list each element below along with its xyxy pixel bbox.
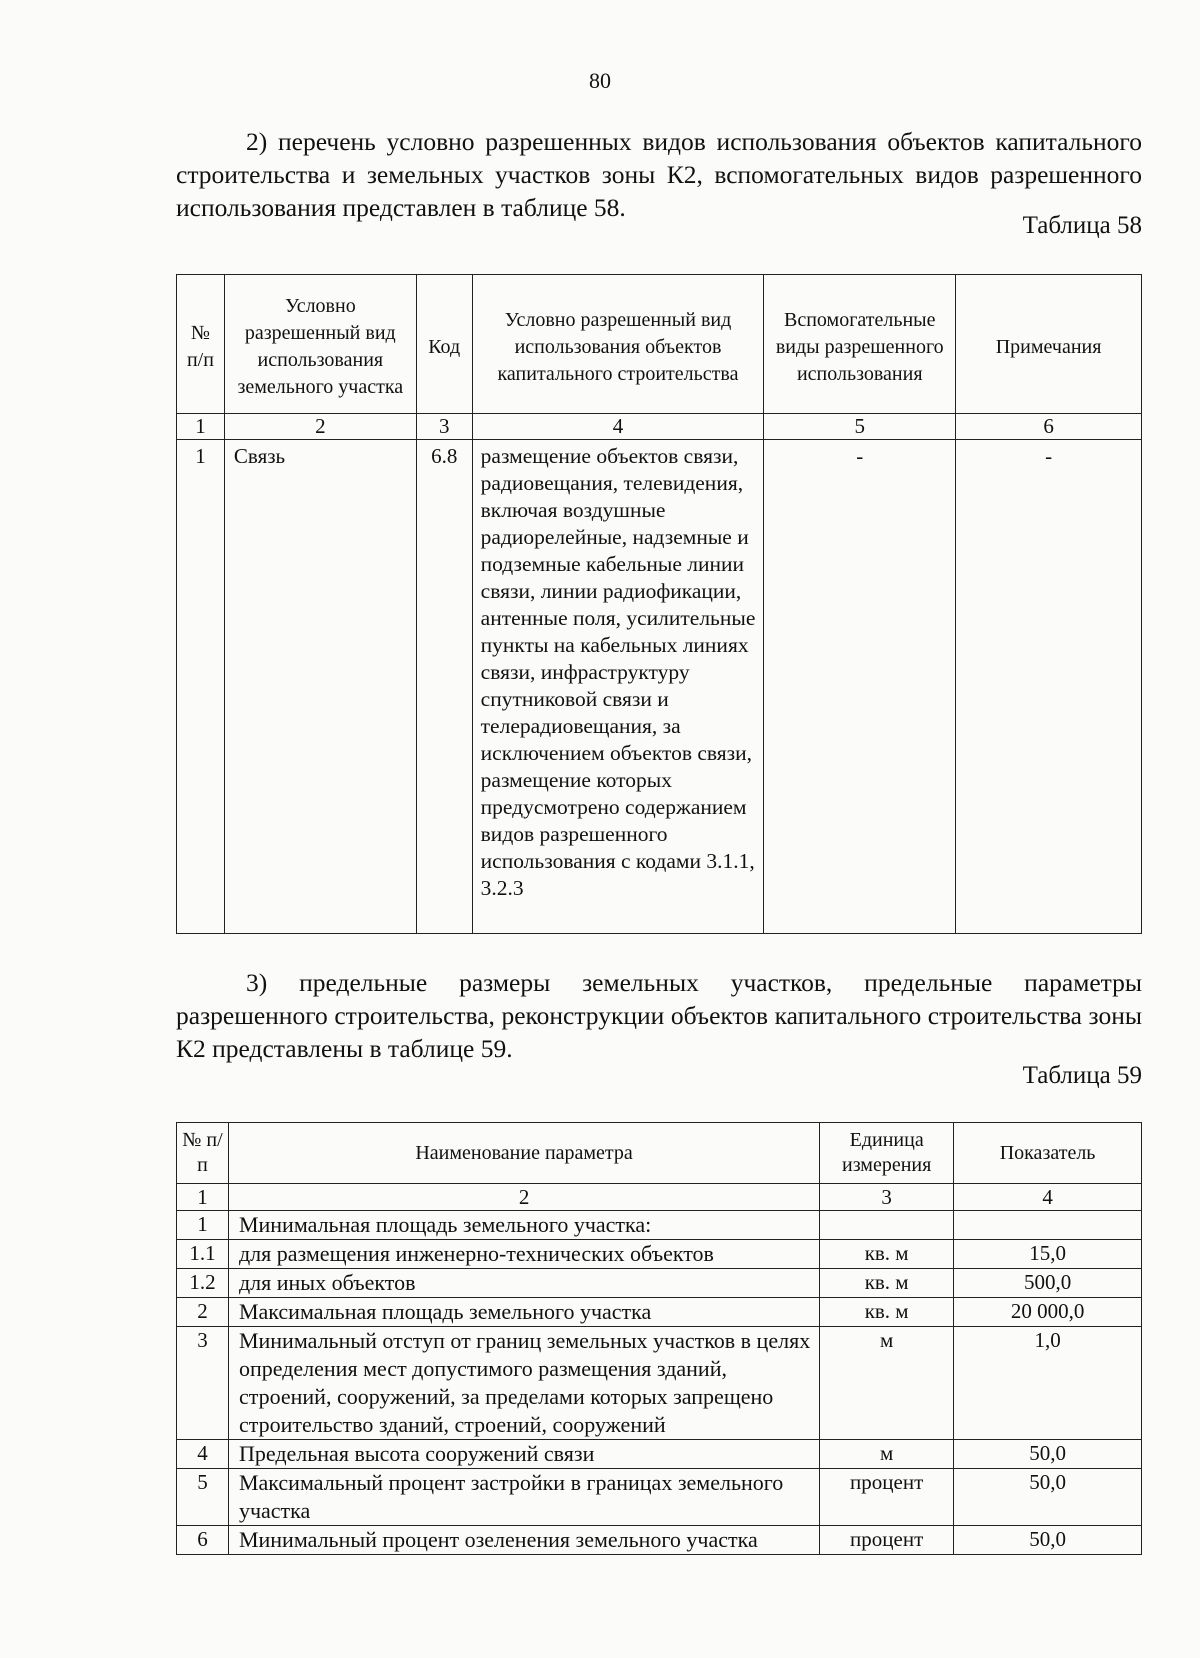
parameter-unit: кв. м (820, 1269, 954, 1298)
table-header-row (177, 1123, 1142, 1184)
use-code: 6.8 (416, 440, 472, 934)
table-row (177, 1240, 1142, 1269)
column-number: 6 (956, 414, 1142, 440)
table-59 (176, 1122, 1142, 1555)
auxiliary-uses: - (764, 440, 956, 934)
parameter-unit: процент (820, 1469, 954, 1526)
header-number: № п/п (177, 1123, 229, 1184)
parameter-value: 500,0 (954, 1269, 1142, 1298)
table-row (177, 440, 1142, 934)
column-number: 1 (177, 414, 225, 440)
header-parameter-name: Наименование параметра (228, 1123, 819, 1184)
header-unit: Единица измерения (820, 1123, 954, 1184)
notes: - (956, 440, 1142, 934)
parameter-name: Предельная высота сооружений связи (228, 1440, 819, 1469)
construction-use-description: размещение объектов связи, радиовещания, телевидения, включая воздушные радиорелейные, надземные и подземные кабельные линии связи, линии радиофикации, антенные поля, усилительные пункты на кабельных линиях связи, инфраструктуру спутниковой связи и телерадиовещания, за исключением объектов связи, размещение которых предусмотрено содержанием видов разрешенного использования с кодами 3.1.1, 3.2.3 (472, 440, 764, 934)
row-number: 3 (177, 1327, 229, 1440)
parameter-name: для иных объектов (228, 1269, 819, 1298)
column-number-row (177, 1184, 1142, 1211)
parameter-name: Максимальная площадь земельного участка (228, 1298, 819, 1327)
table-row (177, 1469, 1142, 1526)
parameter-value: 20 000,0 (954, 1298, 1142, 1327)
row-number: 1.1 (177, 1240, 229, 1269)
table-row (177, 1526, 1142, 1555)
table-58 (176, 274, 1142, 934)
parameter-name: для размещения инженерно-технических объектов (228, 1240, 819, 1269)
header-land-use: Условно разрешенный вид использования земельного участка (224, 275, 416, 414)
row-number: 5 (177, 1469, 229, 1526)
parameter-unit: м (820, 1327, 954, 1440)
table-header-row (177, 275, 1142, 414)
row-number: 2 (177, 1298, 229, 1327)
row-number: 6 (177, 1526, 229, 1555)
parameter-name: Минимальный процент озеленения земельного участка (228, 1526, 819, 1555)
parameter-unit (820, 1211, 954, 1240)
row-number: 1.2 (177, 1269, 229, 1298)
parameter-unit: кв. м (820, 1240, 954, 1269)
parameter-name: Минимальный отступ от границ земельных участков в целях определения мест допустимого размещения зданий, строений, сооружений, за пределами которых запрещено строительство зданий, строений, сооружений (228, 1327, 819, 1440)
parameter-unit: процент (820, 1526, 954, 1555)
table-row (177, 1298, 1142, 1327)
parameter-name: Минимальная площадь земельного участка: (228, 1211, 819, 1240)
column-number: 2 (224, 414, 416, 440)
table-58-caption: Таблица 58 (1022, 212, 1142, 239)
page-number: 80 (589, 68, 611, 93)
table-row (177, 1327, 1142, 1440)
header-number: № п/п (177, 275, 225, 414)
parameter-value: 1,0 (954, 1327, 1142, 1440)
intro-paragraph-59 (176, 966, 1142, 1065)
column-number: 3 (416, 414, 472, 440)
intro-paragraph-58 (176, 125, 1142, 224)
header-notes: Примечания (956, 275, 1142, 414)
table-row (177, 1269, 1142, 1298)
column-number: 4 (472, 414, 764, 440)
parameter-name: Максимальный процент застройки в границах земельного участка (228, 1469, 819, 1526)
column-number-row (177, 414, 1142, 440)
table-row (177, 1440, 1142, 1469)
table-row (177, 1211, 1142, 1240)
parameter-unit: кв. м (820, 1298, 954, 1327)
row-number: 1 (177, 1211, 229, 1240)
parameter-value (954, 1211, 1142, 1240)
column-number: 1 (177, 1184, 229, 1211)
column-number: 2 (228, 1184, 819, 1211)
parameter-value: 50,0 (954, 1440, 1142, 1469)
column-number: 5 (764, 414, 956, 440)
parameter-value: 15,0 (954, 1240, 1142, 1269)
column-number: 3 (820, 1184, 954, 1211)
header-code: Код (416, 275, 472, 414)
column-number: 4 (954, 1184, 1142, 1211)
row-number: 1 (177, 440, 225, 934)
parameter-unit: м (820, 1440, 954, 1469)
parameter-value: 50,0 (954, 1526, 1142, 1555)
row-number: 4 (177, 1440, 229, 1469)
header-construction-use: Условно разрешенный вид использования объектов капитального строительства (472, 275, 764, 414)
intro-text-59: 3) предельные размеры земельных участков, предельные параметры разрешенного строительства, реконструкции объектов капитального строительства зоны К2 представлены в таблице 59. (176, 968, 1142, 1063)
header-value: Показатель (954, 1123, 1142, 1184)
parameter-value: 50,0 (954, 1469, 1142, 1526)
intro-text-58: 2) перечень условно разрешенных видов использования объектов капитального строительства и земельных участков зоны К2, вспомогательных видов разрешенного использования представлен в таблице 58. (176, 127, 1142, 222)
header-auxiliary: Вспомогательные виды разрешенного использования (764, 275, 956, 414)
table-59-caption: Таблица 59 (1022, 1062, 1142, 1089)
land-use-name: Связь (224, 440, 416, 934)
